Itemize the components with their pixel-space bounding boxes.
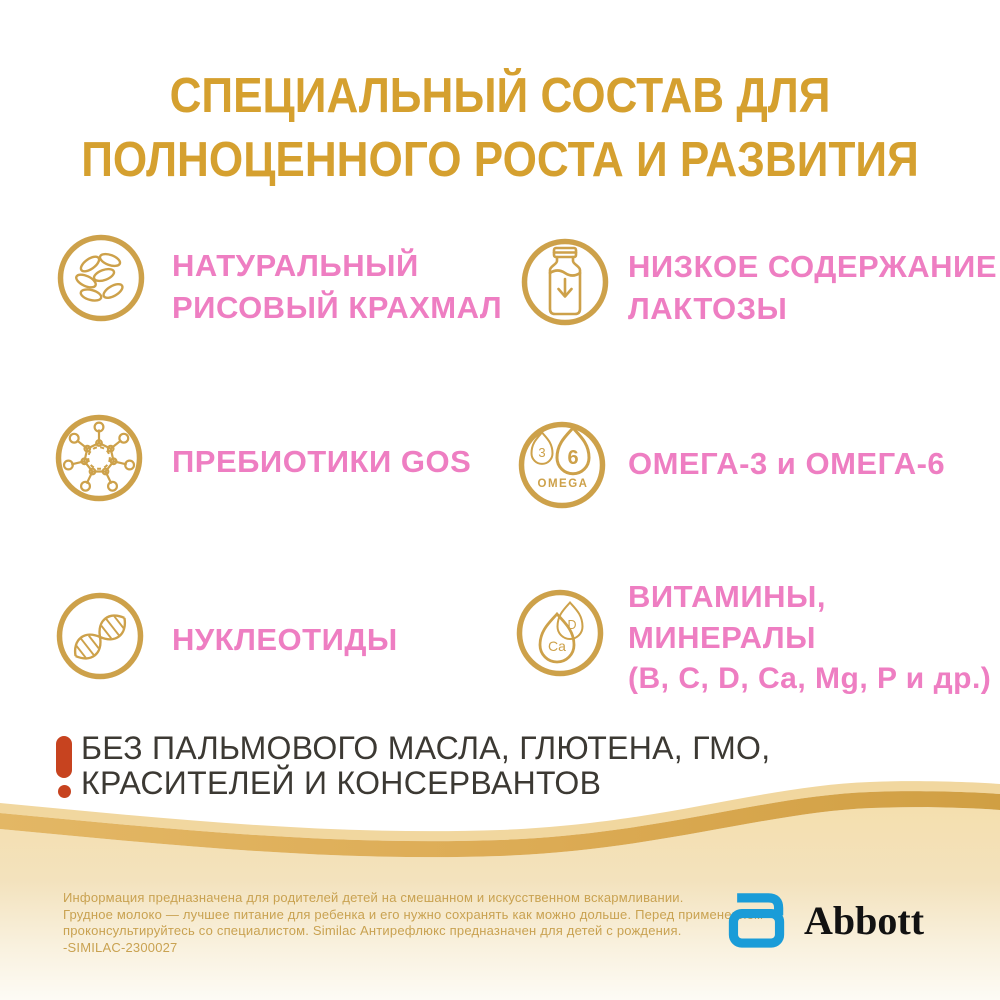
- feature-lactose-label: НИЗКОЕ СОДЕРЖАНИЕ ЛАКТОЗЫ: [628, 249, 998, 326]
- page-title: [50, 64, 950, 192]
- feature-nucleotides-label: НУКЛЕОТИДЫ: [172, 622, 398, 657]
- vitamin-drops-icon: [516, 589, 604, 677]
- page-title-line2: ПОЛНОЦЕННОГО РОСТА И РАЗВИТИЯ: [81, 133, 919, 187]
- feature-rice-label: НАТУРАЛЬНЫЙ РИСОВЫЙ КРАХМАЛ: [172, 248, 503, 325]
- omega-drops-icon: [518, 421, 606, 509]
- feature-omega-label: ОМЕГА-3 и ОМЕГА-6: [628, 446, 946, 481]
- prebiotic-molecule-icon: [55, 414, 143, 502]
- abbott-logo-wordmark: Abbott: [804, 898, 925, 943]
- abbott-logo-icon: [727, 891, 786, 949]
- page-title-line1: СПЕЦИАЛЬНЫЙ СОСТАВ ДЛЯ: [169, 69, 831, 123]
- footer-disclaimer: Информация предназначена для родителей детей на смешанном и искусственном вскармливании. Грудное молоко — лучшее питание для ребенка и его нужно сохранять как можно дольше. Перед применением проконсультируйтесь со специалистом. Similac Антирефлюкс предназначен для детей с рождения. -SIMILAC-2300027: [63, 890, 764, 955]
- dna-helix-icon: [56, 592, 144, 680]
- footer-wave-decoration: [0, 770, 1000, 1000]
- vitamin-d-label: D: [567, 618, 577, 632]
- warning-text: БЕЗ ПАЛЬМОВОГО МАСЛА, ГЛЮТЕНА, ГМО, КРАСИТЕЛЕЙ И КОНСЕРВАНТОВ: [81, 730, 771, 801]
- omega-caption: OMEGA: [537, 478, 589, 490]
- omega3-number: 3: [538, 445, 546, 460]
- rice-grains-icon: [57, 234, 145, 322]
- calcium-label: Ca: [548, 638, 566, 654]
- omega6-number: 6: [567, 447, 579, 469]
- milk-bottle-icon: [521, 238, 609, 326]
- feature-vitamins-label: ВИТАМИНЫ, МИНЕРАЛЫ (B, C, D, Ca, Mg, P и др.): [628, 579, 992, 695]
- feature-prebiotics-label: ПРЕБИОТИКИ GOS: [172, 444, 472, 479]
